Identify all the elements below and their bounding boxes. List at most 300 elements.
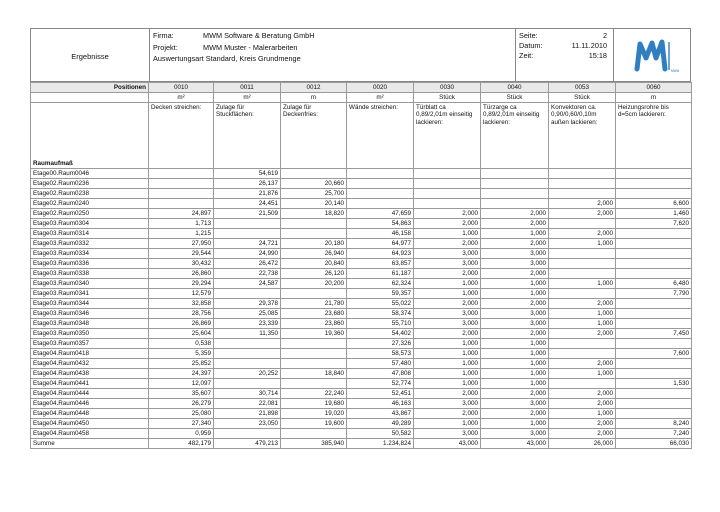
quantity-cell: 24,397 [149,369,214,379]
room-name: Etage03.Raum0334 [31,249,149,259]
quantity-cell: 2,000 [549,329,616,339]
quantity-cell: 63,857 [347,259,414,269]
quantity-cell [214,289,281,299]
quantity-cell [347,179,414,189]
quantity-cell: 2,000 [549,229,616,239]
quantity-cell: 1,000 [414,279,481,289]
project-row [153,42,297,53]
table-row [31,299,692,309]
units-row [31,93,692,103]
quantity-cell: 24,451 [214,199,281,209]
table-row [31,429,692,439]
quantity-cell [281,289,347,299]
quantity-cell [616,319,692,329]
quantity-cell: 1,000 [414,339,481,349]
quantity-cell: 3,000 [481,429,549,439]
table-row [31,419,692,429]
room-name: Etage02.Raum0236 [31,179,149,189]
quantity-cell: 26,137 [214,179,281,189]
quantity-cell: 27,340 [149,419,214,429]
quantity-cell: 1,000 [481,379,549,389]
unit-cell: m² [347,93,414,103]
table-row [31,329,692,339]
quantity-cell: 23,680 [281,309,347,319]
table-row [31,399,692,409]
quantity-cell: 35,607 [149,389,214,399]
quantity-cell: 47,659 [347,209,414,219]
time-row [519,51,609,61]
quantity-cell: 29,294 [149,279,214,289]
quantity-cell: 1,000 [481,419,549,429]
positions-row [31,83,692,93]
quantity-cell: 7,600 [616,349,692,359]
quantity-cell [481,199,549,209]
quantity-cell [347,169,414,179]
quantity-cell [616,259,692,269]
quantity-cell [214,349,281,359]
quantity-cell [149,189,214,199]
room-name: Etage04.Raum0441 [31,379,149,389]
quantity-cell: 11,350 [214,329,281,339]
quantity-cell: 1,000 [481,289,549,299]
quantity-cell [481,169,549,179]
positions-label: Positionen [31,83,149,93]
quantity-cell: 1,000 [414,229,481,239]
room-name: Etage03.Raum0314 [31,229,149,239]
quantity-cell: 24,587 [214,279,281,289]
quantity-cell: 55,710 [347,319,414,329]
quantity-cell [281,339,347,349]
quantity-cell: 2,000 [414,299,481,309]
quantity-cell: 3,000 [481,309,549,319]
quantity-cell: 29,544 [149,249,214,259]
unit-cell: Stück [549,93,616,103]
quantity-cell: 25,080 [149,409,214,419]
quantity-cell: 21,509 [214,209,281,219]
quantity-cell [281,429,347,439]
quantity-cell: 1,530 [616,379,692,389]
quantity-cell: 21,780 [281,299,347,309]
quantity-cell: 1,000 [481,369,549,379]
unit-cell: Stück [414,93,481,103]
quantity-cell: 24,897 [149,209,214,219]
quantity-cell [214,359,281,369]
quantity-cell: 2,000 [414,219,481,229]
page-row [519,31,609,41]
position-number: 0010 [149,83,214,93]
position-description: Heizungsrohre bis d=5cm lackieren: [616,103,692,169]
table-row [31,249,692,259]
quantity-cell [616,359,692,369]
quantity-cell: 23,050 [214,419,281,429]
evaluation-text: Auswertungsart Standard, Kreis Grundmenge [153,54,301,63]
quantity-cell: 2,000 [481,389,549,399]
quantity-cell: 23,339 [214,319,281,329]
sum-value: 43,000 [414,439,481,449]
quantity-cell: 2,000 [481,409,549,419]
quantity-cell: 19,680 [281,399,347,409]
quantity-cell [616,399,692,409]
quantity-cell [549,179,616,189]
quantity-cell: 22,081 [214,399,281,409]
quantity-cell: 2,000 [414,209,481,219]
position-number: 0040 [481,83,549,93]
quantity-cell: 1,000 [481,359,549,369]
quantity-cell: 32,858 [149,299,214,309]
table-row [31,309,692,319]
room-name: Etage03.Raum0336 [31,259,149,269]
room-name: Etage04.Raum0432 [31,359,149,369]
quantity-cell: 26,869 [149,319,214,329]
quantity-cell: 1,000 [414,289,481,299]
quantity-cell: 24,990 [214,249,281,259]
unit-cell: Stück [481,93,549,103]
position-number: 0060 [616,83,692,93]
quantity-cell: 26,120 [281,269,347,279]
quantity-cell [149,179,214,189]
quantity-cell: 55,022 [347,299,414,309]
quantity-cell: 52,774 [347,379,414,389]
sum-value: 26,000 [549,439,616,449]
quantity-cell: 20,840 [281,259,347,269]
quantity-cell [616,299,692,309]
position-number: 0020 [347,83,414,93]
position-number: 0011 [214,83,281,93]
quantity-cell: 2,000 [481,299,549,309]
date-row [519,41,609,51]
quantity-cell [214,219,281,229]
quantity-cell: 7,620 [616,219,692,229]
time-label: Zeit: [519,51,534,60]
quantity-cell: 2,000 [481,239,549,249]
quantity-cell: 2,000 [481,329,549,339]
quantity-cell [414,189,481,199]
room-name: Etage04.Raum0448 [31,409,149,419]
quantity-cell: 25,852 [149,359,214,369]
quantity-cell [549,349,616,359]
quantity-cell: 27,950 [149,239,214,249]
quantity-cell [347,189,414,199]
quantity-cell: 22,240 [281,389,347,399]
room-name: Etage03.Raum0341 [31,289,149,299]
position-description: Türblatt ca 0,89/2,01m einseitig lackieren: [414,103,481,169]
position-number: 0030 [414,83,481,93]
quantity-cell [549,189,616,199]
quantity-cell: 1,000 [414,369,481,379]
quantity-cell: 2,000 [414,329,481,339]
quantity-cell: 25,604 [149,329,214,339]
table-row [31,179,692,189]
quantity-cell [214,429,281,439]
quantity-cell: 3,000 [414,319,481,329]
quantity-cell: 6,600 [616,199,692,209]
quantity-cell: 1,000 [549,309,616,319]
quantity-cell [214,339,281,349]
quantity-cell [616,229,692,239]
quantity-cell: 1,000 [414,379,481,389]
quantity-cell [549,249,616,259]
quantity-cell: 1,713 [149,219,214,229]
date-value: 11.11.2010 [571,41,607,50]
quantity-cell: 7,240 [616,429,692,439]
unit-cell: m [616,93,692,103]
table-row [31,269,692,279]
description-row [31,103,692,169]
quantity-cell [214,229,281,239]
quantity-cell: 3,000 [414,259,481,269]
quantity-cell: 18,840 [281,369,347,379]
table-row [31,359,692,369]
quantity-cell: 1,000 [414,349,481,359]
quantity-cell: 7,450 [616,329,692,339]
results-table [30,82,692,449]
room-name: Etage03.Raum0350 [31,329,149,339]
quantity-cell [414,199,481,209]
quantity-cell: 1,000 [481,229,549,239]
quantity-cell: 57,480 [347,359,414,369]
quantity-cell: 2,000 [481,219,549,229]
quantity-cell: 47,808 [347,369,414,379]
quantity-cell [616,269,692,279]
unit-cell: m² [214,93,281,103]
quantity-cell: 23,860 [281,319,347,329]
quantity-cell [616,309,692,319]
quantity-cell [549,259,616,269]
quantity-cell: 25,700 [281,189,347,199]
room-name: Etage03.Raum0357 [31,339,149,349]
quantity-cell [616,409,692,419]
company-row [153,30,315,41]
quantity-cell [281,169,347,179]
quantity-cell: 28,756 [149,309,214,319]
project-value: MWM Muster - Malerarbeiten [203,43,298,52]
quantity-cell: 0,538 [149,339,214,349]
quantity-cell: 2,000 [549,359,616,369]
quantity-cell: 2,000 [549,419,616,429]
quantity-cell: 7,790 [616,289,692,299]
quantity-cell: 3,000 [481,259,549,269]
quantity-cell: 29,378 [214,299,281,309]
position-description: Türzarge ca 0,89/2,01m einseitig lackieren: [481,103,549,169]
quantity-cell [414,169,481,179]
quantity-cell: 46,163 [347,399,414,409]
quantity-cell: 30,432 [149,259,214,269]
quantity-cell: 59,357 [347,289,414,299]
quantity-cell: 64,977 [347,239,414,249]
quantity-cell: 1,000 [414,359,481,369]
quantity-cell: 6,480 [616,279,692,289]
quantity-cell: 1,000 [549,319,616,329]
sum-label: Summe [31,439,149,449]
quantity-cell: 8,240 [616,419,692,429]
company-label: Firma: [153,31,174,40]
room-name: Etage02.Raum0240 [31,199,149,209]
units-label [31,93,149,103]
quantity-cell [281,229,347,239]
quantity-cell: 1,000 [549,279,616,289]
table-row [31,279,692,289]
quantity-cell: 22,738 [214,269,281,279]
quantity-cell: 2,000 [549,209,616,219]
room-name: Etage04.Raum0446 [31,399,149,409]
table-row [31,189,692,199]
table-row [31,379,692,389]
position-description: Konvektoren ca. 0,90/0,60/0,10m außen lackieren: [549,103,616,169]
sum-value: 1.234,824 [347,439,414,449]
position-description: Decken streichen: [149,103,214,169]
evaluation-row [153,53,301,64]
quantity-cell: 61,187 [347,269,414,279]
room-name: Etage04.Raum0450 [31,419,149,429]
quantity-cell [481,189,549,199]
quantity-cell: 2,000 [414,389,481,399]
quantity-cell: 1,000 [481,339,549,349]
sum-value: 385,940 [281,439,347,449]
quantity-cell: 62,324 [347,279,414,289]
quantity-cell: 3,000 [414,249,481,259]
quantity-cell [616,389,692,399]
table-row [31,339,692,349]
date-label: Datum: [519,41,543,50]
quantity-cell: 30,714 [214,389,281,399]
quantity-cell: 19,020 [281,409,347,419]
table-row [31,389,692,399]
quantity-cell: 1,000 [481,279,549,289]
quantity-cell [616,369,692,379]
room-name: Etage04.Raum0418 [31,349,149,359]
quantity-cell [616,339,692,349]
quantity-cell: 49,289 [347,419,414,429]
quantity-cell [616,169,692,179]
room-name: Etage03.Raum0344 [31,299,149,309]
quantity-cell [616,239,692,249]
room-name: Etage04.Raum0438 [31,369,149,379]
quantity-cell: 20,140 [281,199,347,209]
quantity-cell [414,179,481,189]
sum-row [31,439,692,449]
project-label: Projekt: [153,43,178,52]
quantity-cell: 1,000 [549,369,616,379]
table-row [31,209,692,219]
quantity-cell [214,379,281,389]
quantity-cell: 2,000 [549,399,616,409]
position-description: Zulage für Deckenfries: [281,103,347,169]
quantity-cell: 2,000 [481,269,549,279]
room-name: Etage03.Raum0338 [31,269,149,279]
quantity-cell: 20,180 [281,239,347,249]
quantity-cell: 21,898 [214,409,281,419]
position-number: 0012 [281,83,347,93]
quantity-cell: 50,582 [347,429,414,439]
quantity-cell [549,289,616,299]
quantity-cell: 43,867 [347,409,414,419]
quantity-cell [281,219,347,229]
quantity-cell: 46,158 [347,229,414,239]
position-number: 0053 [549,83,616,93]
room-name: Etage02.Raum0250 [31,209,149,219]
table-row [31,409,692,419]
quantity-cell [616,189,692,199]
quantity-cell [149,169,214,179]
sum-value: 66,030 [616,439,692,449]
quantity-cell: 20,252 [214,369,281,379]
table-row [31,259,692,269]
quantity-cell: 20,200 [281,279,347,289]
quantity-cell: 3,000 [481,399,549,409]
quantity-cell: 2,000 [549,199,616,209]
quantity-cell: 2,000 [549,299,616,309]
quantity-cell: 1,000 [414,419,481,429]
quantity-cell: 12,097 [149,379,214,389]
quantity-cell: 0,959 [149,429,214,439]
quantity-cell: 1,000 [481,349,549,359]
quantity-cell [549,269,616,279]
quantity-cell: 20,660 [281,179,347,189]
room-name: Etage03.Raum0332 [31,239,149,249]
unit-cell: m [281,93,347,103]
section-title: Ergebnisse [71,52,109,61]
room-name: Etage04.Raum0444 [31,389,149,399]
room-name: Etage03.Raum0346 [31,309,149,319]
quantity-cell: 3,000 [481,319,549,329]
quantity-cell: 58,573 [347,349,414,359]
table-row [31,349,692,359]
company-value: MWM Software & Beratung GmbH [203,31,315,40]
logo-lettering: MWM [671,69,680,73]
position-description: Zulage für Stuckflächen: [214,103,281,169]
quantity-cell: 26,940 [281,249,347,259]
room-name: Etage04.Raum0458 [31,429,149,439]
quantity-cell: 26,279 [149,399,214,409]
table-row [31,219,692,229]
quantity-cell [616,179,692,189]
quantity-cell [281,379,347,389]
quantity-cell [149,199,214,209]
room-name: Etage00.Raum0046 [31,169,149,179]
sum-value: 43,000 [481,439,549,449]
table-row [31,289,692,299]
quantity-cell [549,379,616,389]
room-name: Etage03.Raum0340 [31,279,149,289]
room-name: Etage03.Raum0304 [31,219,149,229]
quantity-cell [616,249,692,259]
quantity-cell: 1,215 [149,229,214,239]
quantity-cell: 3,000 [414,309,481,319]
mwm-logo-icon [613,29,690,81]
quantity-cell: 54,619 [214,169,281,179]
page-info [515,29,614,81]
page-label: Seite: [519,31,538,40]
quantity-cell: 2,000 [414,409,481,419]
section-title-cell [31,29,150,81]
page-value: 2 [602,31,607,40]
quantity-cell: 1,000 [549,239,616,249]
quantity-cell: 54,402 [347,329,414,339]
quantity-cell: 64,923 [347,249,414,259]
unit-cell: m² [149,93,214,103]
quantity-cell: 25,085 [214,309,281,319]
quantity-cell: 26,860 [149,269,214,279]
table-row [31,239,692,249]
quantity-cell: 19,600 [281,419,347,429]
quantity-cell: 3,000 [414,399,481,409]
quantity-cell [281,349,347,359]
quantity-cell: 3,000 [414,429,481,439]
quantity-cell: 1,000 [549,409,616,419]
report-header [30,28,691,82]
project-info [149,29,516,81]
quantity-cell: 18,820 [281,209,347,219]
